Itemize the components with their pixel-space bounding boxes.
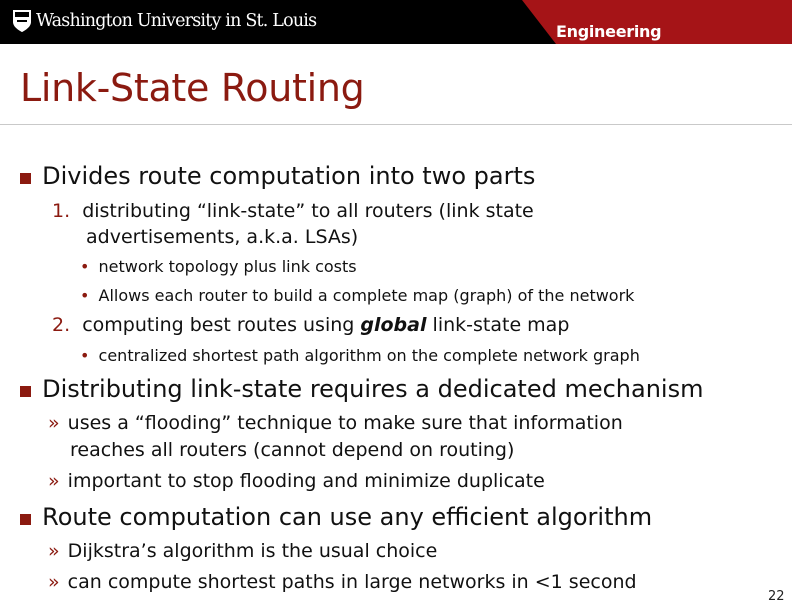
header-bar: [0, 0, 792, 44]
chevron-item-3-text: Dijkstra’s algorithm is the usual choice: [67, 540, 438, 562]
number-2: 2.: [52, 314, 71, 336]
page-number: 22: [768, 589, 785, 604]
subitem-1-text-b: advertisements, a.k.a. LSAs): [86, 226, 359, 248]
square-bullet-icon: [20, 173, 31, 184]
chevron-item-4-text: can compute shortest paths in large networks in <1 second: [67, 571, 637, 593]
square-bullet-icon: [20, 386, 31, 397]
sub-bullet-2-text: Allows each router to build a complete map (graph) of the network: [98, 286, 635, 305]
subitem-2: [52, 314, 569, 336]
bullet-1-text: Divides route computation into two parts: [42, 162, 536, 190]
emphasis-global: global: [360, 314, 427, 336]
dot-bullet-icon: •: [80, 286, 90, 305]
university-logo: [12, 6, 316, 36]
subitem-1-text-a: distributing “link-state” to all routers (link state: [82, 200, 534, 222]
bullet-2-text: Distributing link-state requires a dedicated mechanism: [42, 375, 704, 403]
number-1: 1.: [52, 200, 71, 222]
sub-bullet-1-text: network topology plus link costs: [98, 257, 357, 276]
chevron-item-2-text: important to stop flooding and minimize duplicate: [67, 470, 545, 492]
sub-bullet-3-text: centralized shortest path algorithm on the complete network graph: [98, 346, 640, 365]
chevron-bullet-icon: »: [48, 571, 60, 593]
dot-bullet-icon: •: [80, 257, 90, 276]
chevron-bullet-icon: »: [48, 412, 60, 434]
chevron-item-3: [48, 540, 437, 562]
university-name: Washington University in St. Louis: [36, 11, 317, 31]
chevron-item-4: [48, 571, 637, 593]
chevron-item-1-text-a: uses a “flooding” technique to make sure that information: [67, 412, 623, 434]
subitem-2-text-pre: computing best routes using: [82, 314, 355, 336]
subitem-1-line-a: [52, 200, 534, 222]
bullet-2: [20, 375, 703, 403]
square-bullet-icon: [20, 514, 31, 525]
chevron-bullet-icon: »: [48, 540, 60, 562]
title-divider: [0, 124, 792, 125]
bullet-3: [20, 503, 652, 531]
school-name: Engineering: [556, 22, 662, 41]
crest-icon: [12, 9, 32, 33]
chevron-item-1: [48, 412, 623, 434]
chevron-bullet-icon: »: [48, 470, 60, 492]
sub-bullet-3: [80, 346, 640, 365]
sub-bullet-1: [80, 257, 357, 276]
dot-bullet-icon: •: [80, 346, 90, 365]
bullet-3-text: Route computation can use any efficient algorithm: [42, 503, 653, 531]
sub-bullet-2: [80, 286, 634, 305]
slide-title: Link-State Routing: [20, 66, 365, 110]
chevron-item-2: [48, 470, 545, 492]
subitem-2-text-post: link-state map: [432, 314, 570, 336]
bullet-1: [20, 162, 535, 190]
chevron-item-1-text-b: reaches all routers (cannot depend on routing): [70, 439, 515, 461]
